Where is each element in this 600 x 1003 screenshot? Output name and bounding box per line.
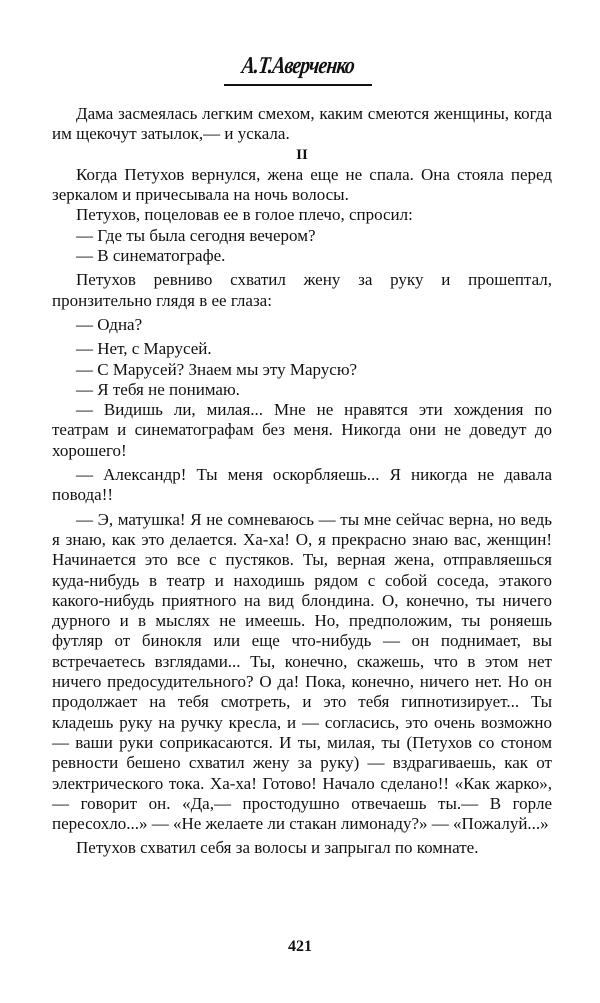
paragraph: Петухов, поцеловав ее в голое плечо, спросил: <box>76 205 413 225</box>
dialogue-line: — Нет, с Марусей. <box>76 339 212 359</box>
dialogue-line: — Александр! Ты меня оскорбляешь... Я никогда не давала повода!! <box>52 465 552 505</box>
dialogue-line: — Где ты была сегодня вечером? <box>76 225 316 245</box>
text-body <box>52 104 552 859</box>
paragraph: Петухов схватил себя за волосы и запрыгал по комнате. <box>76 838 479 858</box>
dialogue-line: — Одна? <box>76 314 143 334</box>
dialogue-line: — С Марусей? Знаем мы эту Марусю? <box>76 359 358 379</box>
paragraph: Петухов ревниво схватил жену за руку и прошептал, пронзительно глядя в ее глаза: <box>52 270 552 310</box>
dialogue-line: — Я тебя не понимаю. <box>76 379 240 399</box>
author-logo: А.Т.Аверченко <box>240 53 356 79</box>
page-number: 421 <box>288 938 312 955</box>
dialogue-line: — Видишь ли, милая... Мне не нравятся эти хождения по театрам и синематографам без меня. Никогда они не доведут до хорошего! <box>52 400 552 460</box>
running-header <box>218 52 378 92</box>
dialogue-line: — В синематографе. <box>76 246 226 266</box>
header-underline <box>224 84 372 86</box>
paragraph: Когда Петухов вернулся, жена еще не спала. Она стояла перед зеркалом и причесывала на ночь волосы. <box>52 164 552 205</box>
paragraph: Дама засмеялась легким смехом, каким смеются женщины, когда им щекочут затылок,— и ускала. <box>52 104 552 144</box>
dialogue-line: — Э, матушка! Я не сомневаюсь — ты мне сейчас верна, но ведь я знаю, как это делается. Ха-ха! О, я прекрасно знаю вас, женщин! Начинается это все с пустяков. Ты, верная жена, отправляешься куда-нибудь в театр и находишь рядом с собой соседа, этакого какого-нибудь приятного на вид блондина. О, конечно, ты ничего дурного и в мыслях не имеешь. Но, предположим, ты роняешь футляр от бинокля или еще что-нибудь — он поднимает, вы встречаетесь взглядами... Ты, конечно, скажешь, что в этом нет ничего предосудительного? О да! Пока, конечно, ничего нет. Но он продолжает на тебя смотреть, и это тебя гипнотизирует... Ты кладешь руку на ручку кресла, и — согласись, это очень возможно — ваши руки соприкасаются. И ты, милая, ты (Петухов со стоном ревности бешено схватил жену за руку) — вздрагиваешь, как от электрического тока. Ха-ха! Готово! Начало сделано!! «Как жарко»,— говорит он. «Да,— простодушно отвечаешь ты.— В горле пересохло...» — «Не желаете ли стакан лимонаду?» — «Пожалуй...» <box>52 509 552 834</box>
section-number: II <box>296 146 308 163</box>
